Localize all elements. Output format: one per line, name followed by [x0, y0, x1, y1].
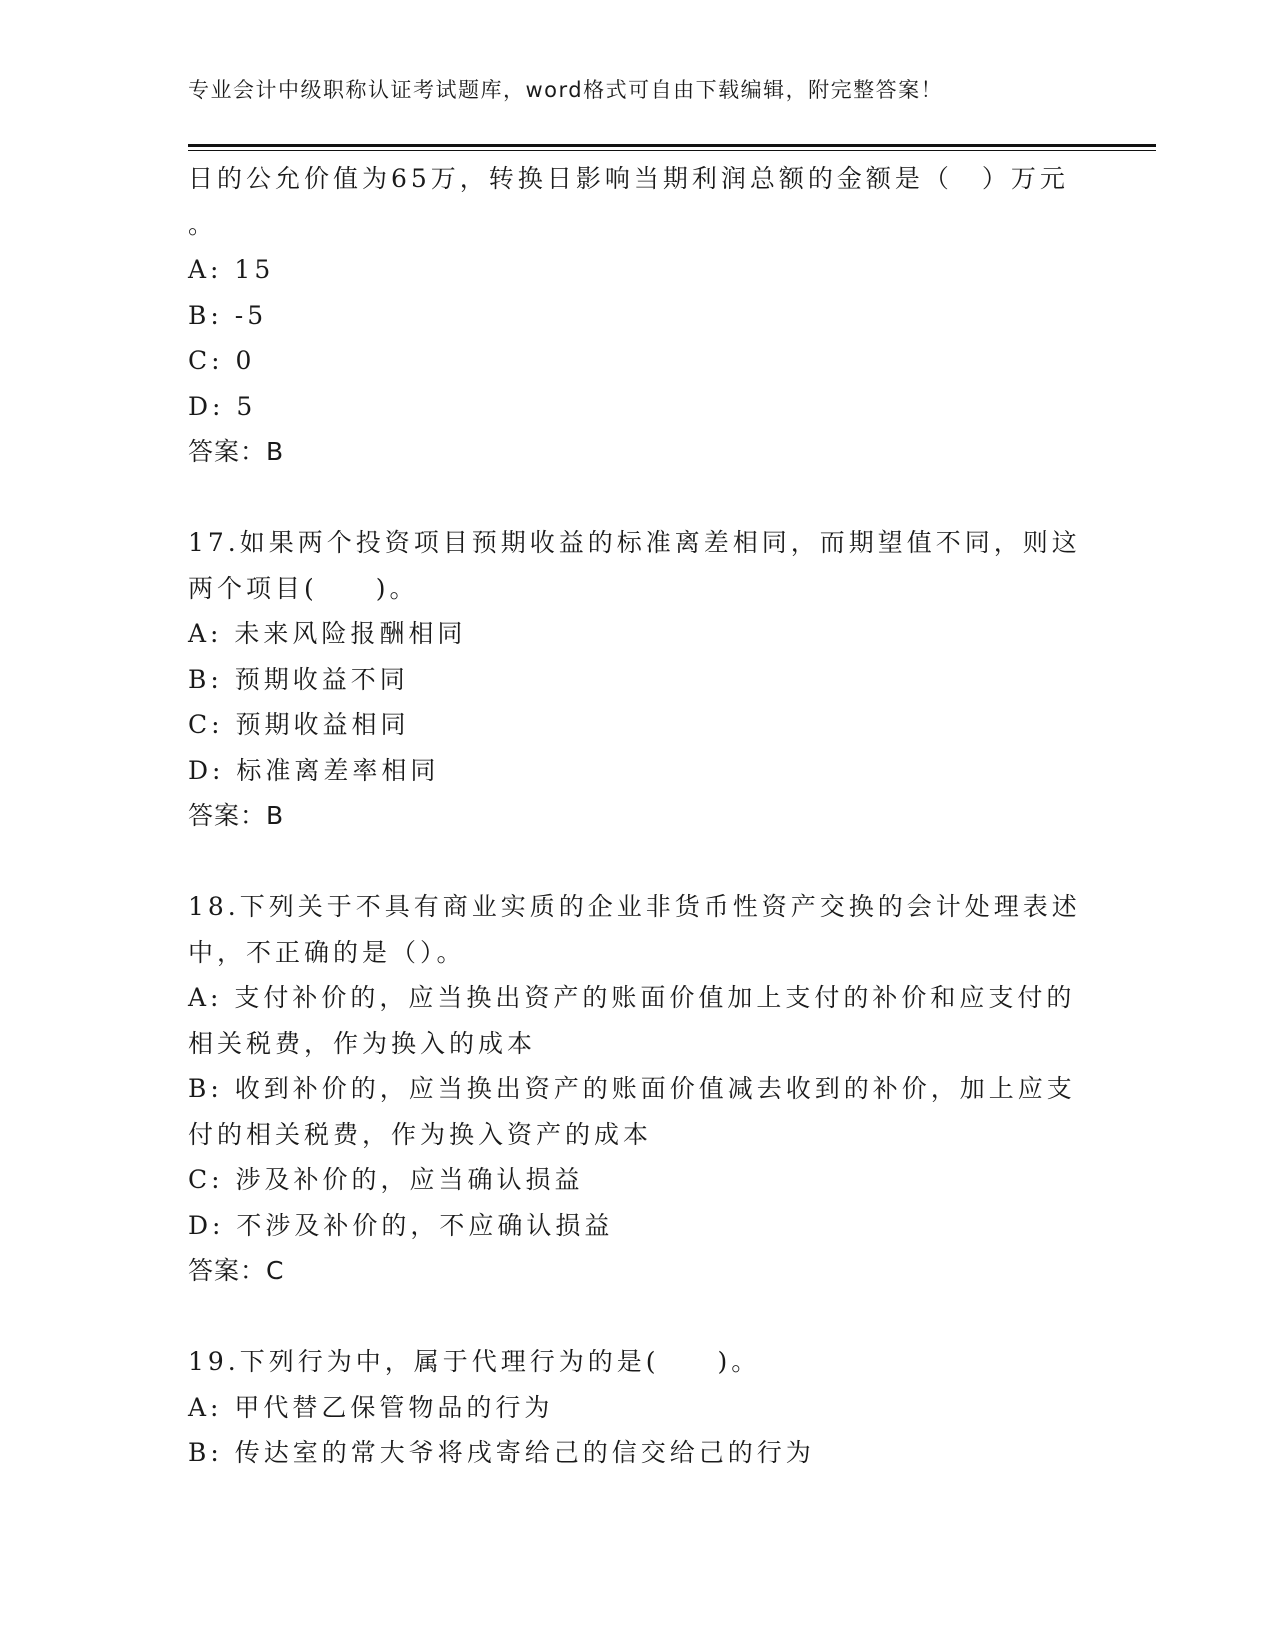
page-header: 专业会计中级职称认证考试题库，word格式可自由下载编辑，附完整答案！: [188, 78, 944, 102]
question-text-line: 。: [188, 209, 218, 239]
answer: 答案：C: [188, 1256, 285, 1285]
header-rule-thin: [188, 150, 1156, 151]
option-a: A: 15: [188, 255, 275, 284]
option-c: C: 0: [188, 346, 256, 375]
option-a: A: 支付补价的，应当换出资产的账面价值加上支付的补价和应支付的: [188, 983, 1076, 1012]
spacer: [188, 1294, 1088, 1340]
option-a: A: 甲代替乙保管物品的行为: [188, 1392, 554, 1422]
option-b: B: 传达室的常大爷将戌寄给己的信交给己的行为: [188, 1438, 815, 1467]
option-b: B: 收到补价的，应当换出资产的账面价值减去收到的补价，加上应支: [188, 1074, 1076, 1103]
question-text-line: 17.如果两个投资项目预期收益的标准离差相同，而期望值不同，则这: [188, 528, 1081, 557]
question-text-line: 18.下列关于不具有商业实质的企业非货币性资产交换的会计处理表述: [188, 892, 1081, 921]
question-text-line: 19.下列行为中，属于代理行为的是( )。: [188, 1347, 761, 1376]
option-b: B: -5: [188, 300, 268, 330]
header-rule-thick: [188, 144, 1156, 147]
question-content: [188, 156, 1088, 1476]
option-d: D: 标准离差率相同: [188, 755, 440, 785]
spacer: [188, 475, 1088, 521]
question-17: [188, 520, 1088, 839]
question-18: [188, 884, 1088, 1294]
option-c: C: 涉及补价的，应当确认损益: [188, 1165, 584, 1194]
question-text-line: 两个项目( )。: [188, 573, 419, 603]
option-a-continued: 相关税费，作为换入的成本: [188, 1028, 537, 1058]
option-d: D: 5: [188, 391, 257, 421]
option-d: D: 不涉及补价的，不应确认损益: [188, 1210, 614, 1240]
answer: 答案：B: [188, 801, 285, 830]
option-b: B: 预期收益不同: [188, 664, 409, 694]
question-text-line: 中，不正确的是（）。: [188, 937, 466, 967]
answer: 答案：B: [188, 437, 285, 466]
option-c: C: 预期收益相同: [188, 710, 410, 739]
question-19: [188, 1339, 1088, 1476]
question-text-line: 日的公允价值为65万，转换日影响当期利润总额的金额是（ ）万元: [188, 164, 1069, 193]
spacer: [188, 839, 1088, 885]
option-b-continued: 付的相关税费，作为换入资产的成本: [188, 1119, 653, 1149]
question-16-tail: [188, 156, 1088, 475]
option-a: A: 未来风险报酬相同: [188, 619, 467, 648]
